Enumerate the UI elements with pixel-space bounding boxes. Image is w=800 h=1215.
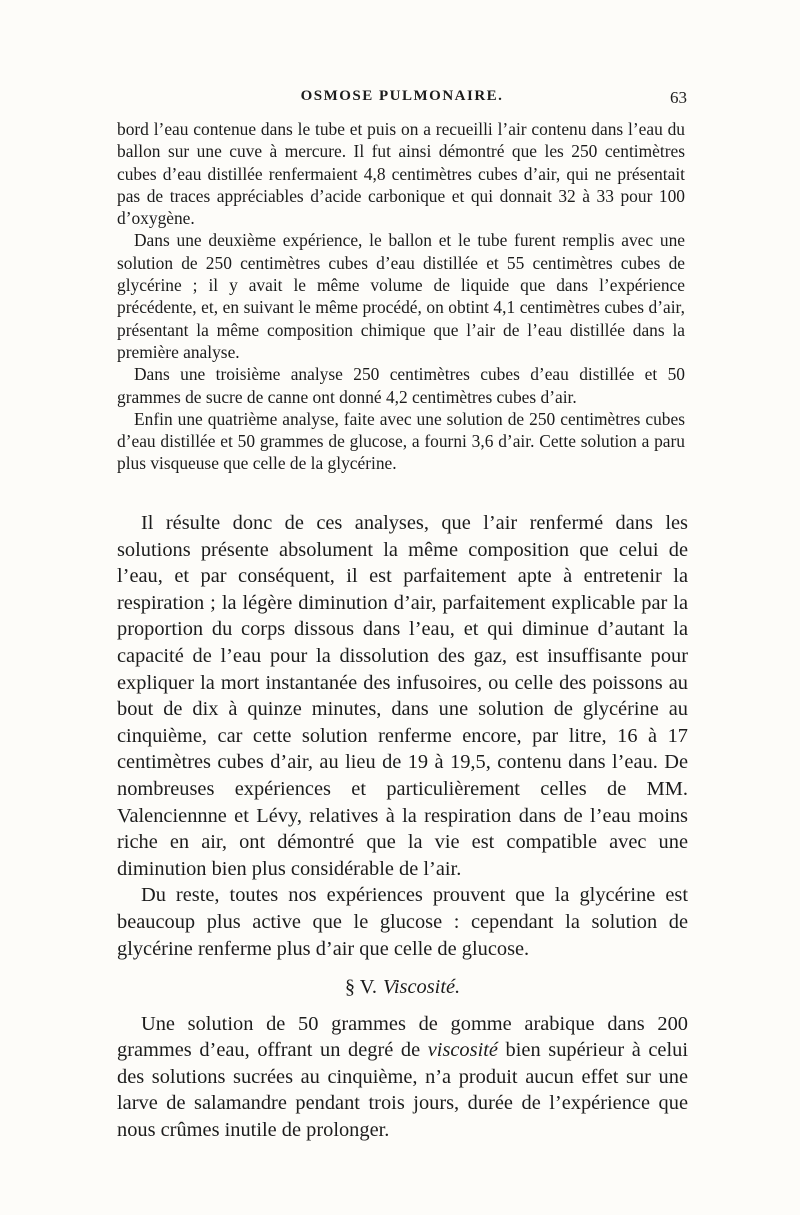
small-print-section	[117, 118, 685, 475]
section-title: Viscosité.	[382, 976, 461, 999]
section-heading	[117, 974, 688, 1001]
paragraph-second-experiment: Dans une deuxième expérience, le ballon et le tube furent remplis avec une solution de 250 centimètres cubes d’eau distillée et 55 centimètres cubes de glycérine ; il y avait le même volume de liquide que dans l’expérience précédente, et, en suivant le même procédé, on obtint 4,1 centimètres cubes d’air, présentant la même composition chimique que l’air de l’eau distillée dans la première analyse.	[117, 230, 685, 362]
running-title: OSMOSE PULMONAIRE.	[300, 88, 504, 104]
paragraph-fourth-analysis: Enfin une quatrième analyse, faite avec une solution de 250 centimètres cubes d’eau distillée et 50 grammes de glucose, a fourni 3,6 d’air. Cette solution a paru plus visqueuse que celle de la glycérine.	[117, 408, 685, 474]
paragraph-glycerine-comparison: Du reste, toutes nos expériences prouvent que la glycérine est beaucoup plus active que le glucose : cependant la solution de glycérine renferme plus d’air que celle de glucose.	[117, 884, 688, 960]
paragraph-continuation: bord l’eau contenue dans le tube et puis on a recueilli l’air contenu dans l’eau du ballon sur une cuve à mercure. Il fut ainsi démontré que les 250 centimètres cubes d’eau distillée renfermaient 4,8 centimètres cubes d’air, qui ne présentait pas de traces appréciables d’acide carbonique et qui donnait 32 à 33 pour 100 d’oxygène.	[117, 119, 685, 229]
main-text-section	[117, 510, 688, 1144]
page-number: 63	[670, 88, 687, 107]
paragraph-third-analysis: Dans une troisième analyse 250 centimètres cubes d’eau distillée et 50 grammes de sucre de canne ont donné 4,2 centimètres cubes d’air.	[117, 364, 685, 407]
section-number: § V.	[344, 976, 377, 999]
paragraph-conclusion: Il résulte donc de ces analyses, que l’air renfermé dans les solutions présente absolument la même composition que celui de l’eau, et par conséquent, il est parfaitement apte à entretenir la respiration ; la légère diminution d’air, parfaitement explicable par la proportion du corps dissous dans l’eau, et qui diminue d’autant la capacité de l’eau pour la dissolution des gaz, est insuffisante pour expliquer la mort instantanée des infusoires, ou celle des poissons au bout de dix à quinze minutes, dans une solution de glycérine au cinquième, car cette solution renferme encore, par litre, 16 à 17 centimètres cubes d’air, au lieu de 19 à 19,5, contenu dans l’eau. De nombreuses expériences et particulièrement celles de MM. Valenciennne et Lévy, relatives à la respiration dans de l’eau moins riche en air, ont démontré que la vie est compatible avec une diminution bien plus considérable de l’air.	[117, 512, 688, 880]
paragraph-viscosity	[117, 1011, 688, 1144]
viscosity-text-end: bien supérieur à celui des solutions sucrées au cinquième, n’a produit aucun effet sur une larve de salamandre pendant trois jours, durée de l’expérience que nous crûmes inutile de prolonger.	[117, 1039, 688, 1142]
viscosity-emphasis: viscosité	[427, 1039, 498, 1062]
page-header	[117, 88, 687, 114]
viscosity-text-start: Une solution de 50 grammes de gomme arabique dans 200 grammes d’eau, offrant un degré de	[117, 1012, 688, 1062]
